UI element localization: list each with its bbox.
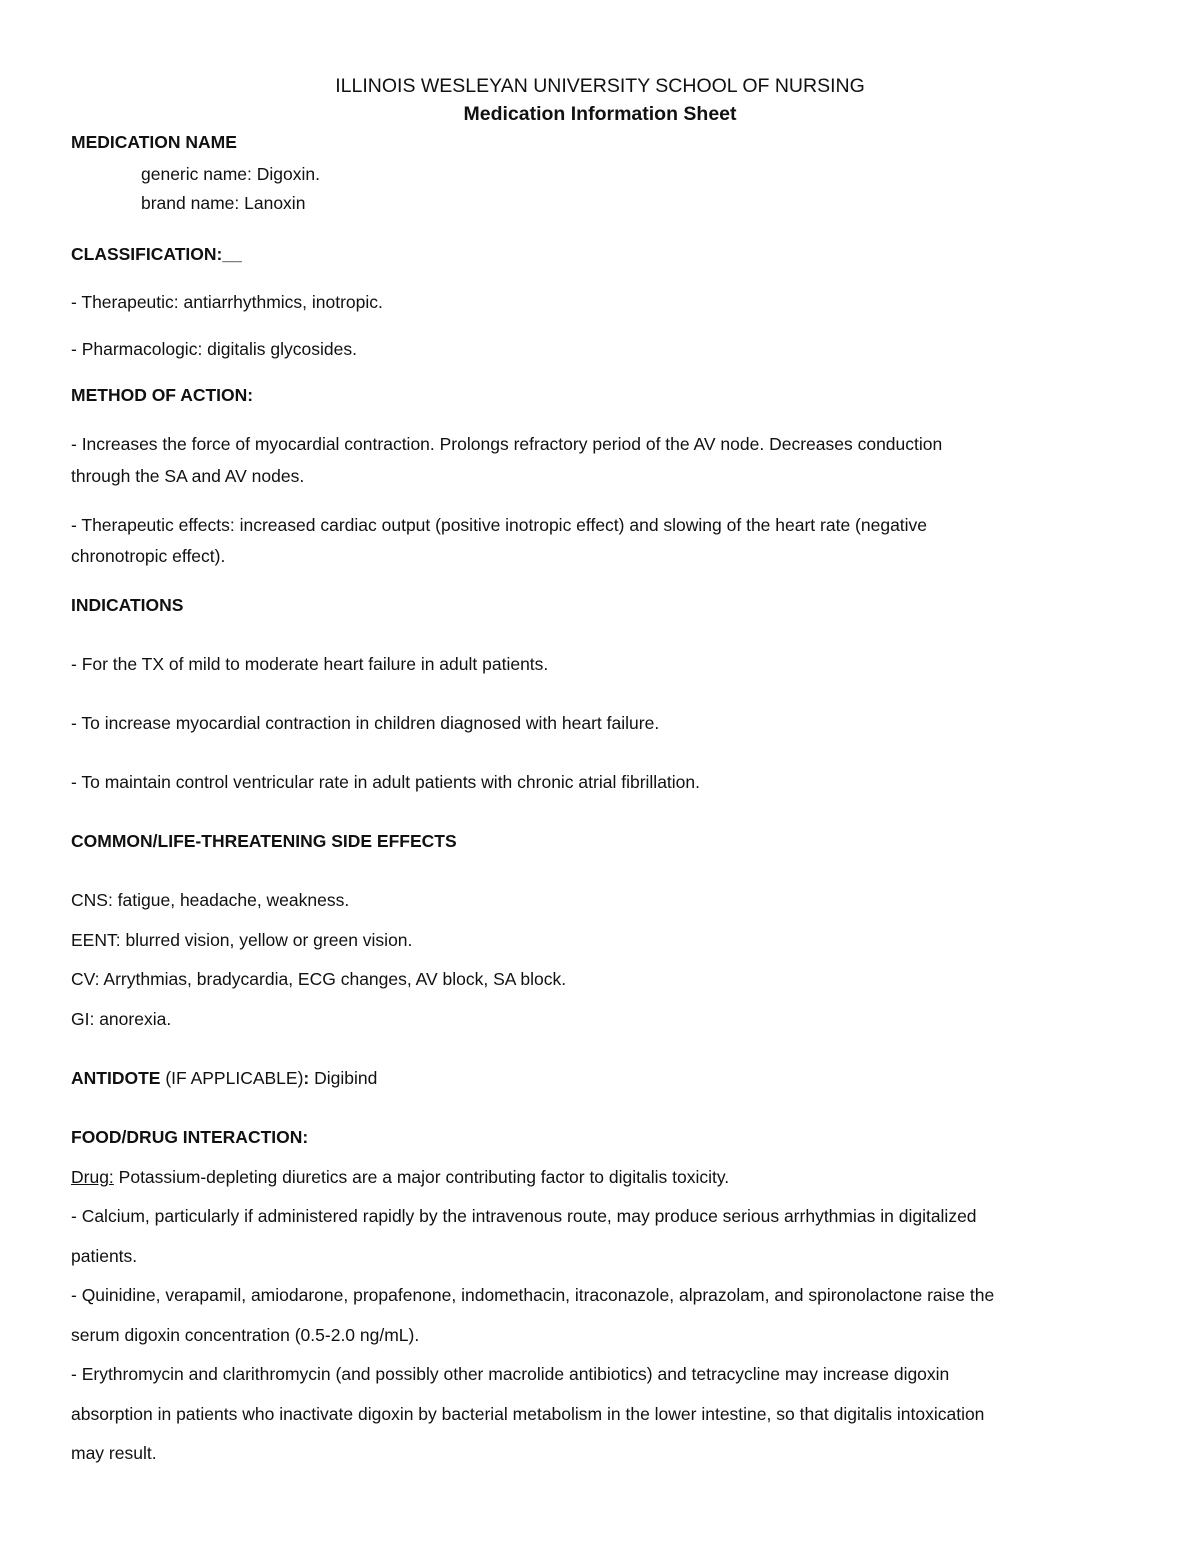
interaction-line: may result.	[71, 1443, 157, 1463]
antidote-qualifier: (IF APPLICABLE)	[160, 1068, 304, 1088]
antidote-label: ANTIDOTE	[71, 1068, 161, 1088]
antidote-value: Digibind	[309, 1068, 378, 1088]
classification-therapeutic: - Therapeutic: antiarrhythmics, inotropic.	[71, 292, 383, 312]
side-effect-item: GI: anorexia.	[71, 1009, 172, 1029]
side-effects-heading: COMMON/LIFE-THREATENING SIDE EFFECTS	[71, 831, 457, 851]
food-drug-heading: FOOD/DRUG INTERACTION:	[71, 1127, 309, 1147]
indication-item: - To maintain control ventricular rate in adult patients with chronic atrial fibrillation.	[71, 772, 701, 792]
generic-name: generic name: Digoxin.	[141, 164, 320, 184]
indication-item: - For the TX of mild to moderate heart failure in adult patients.	[71, 654, 549, 674]
drug-text: Potassium-depleting diuretics are a major contributing factor to digitalis toxicity.	[113, 1167, 730, 1187]
document-header	[0, 72, 1200, 128]
antidote-line	[71, 1066, 377, 1090]
drug-label: Drug:	[71, 1167, 114, 1187]
brand-name: brand name: Lanoxin	[141, 193, 306, 213]
interaction-line: - Calcium, particularly if administered rapidly by the intravenous route, may produce serious arrhythmias in digitalized	[71, 1206, 977, 1226]
interaction-line: serum digoxin concentration (0.5-2.0 ng/mL).	[71, 1325, 420, 1345]
antidote-colon: :	[303, 1068, 310, 1088]
classification-heading: CLASSIFICATION:__	[71, 244, 242, 264]
document-title: Medication Information Sheet	[463, 103, 737, 125]
interaction-line: patients.	[71, 1246, 138, 1266]
side-effect-item: CNS: fatigue, headache, weakness.	[71, 890, 350, 910]
drug-interaction-line	[71, 1165, 729, 1189]
therapeutic-effects-line: chronotropic effect).	[71, 546, 226, 566]
side-effect-item: EENT: blurred vision, yellow or green vision.	[71, 930, 413, 950]
interaction-line: absorption in patients who inactivate digoxin by bacterial metabolism in the lower intestine, so that digitalis intoxication	[71, 1404, 985, 1424]
classification-pharmacologic: - Pharmacologic: digitalis glycosides.	[71, 339, 357, 359]
side-effect-item: CV: Arrythmias, bradycardia, ECG changes, AV block, SA block.	[71, 969, 567, 989]
therapeutic-effects-line: - Therapeutic effects: increased cardiac output (positive inotropic effect) and slowing of the heart rate (negative	[71, 515, 928, 535]
method-of-action-line: - Increases the force of myocardial contraction. Prolongs refractory period of the AV node. Decreases conduction	[71, 434, 943, 454]
indications-heading: INDICATIONS	[71, 595, 184, 615]
indication-item: - To increase myocardial contraction in children diagnosed with heart failure.	[71, 713, 660, 733]
medication-name-heading: MEDICATION NAME	[71, 132, 237, 152]
interaction-line: - Quinidine, verapamil, amiodarone, propafenone, indomethacin, itraconazole, alprazolam, and spironolactone raise the	[71, 1285, 995, 1305]
method-of-action-line: through the SA and AV nodes.	[71, 466, 305, 486]
method-of-action-heading: METHOD OF ACTION:	[71, 385, 254, 405]
institution-name: ILLINOIS WESLEYAN UNIVERSITY SCHOOL OF NURSING	[335, 75, 865, 97]
interaction-line: - Erythromycin and clarithromycin (and possibly other macrolide antibiotics) and tetracycline may increase digoxin	[71, 1364, 950, 1384]
